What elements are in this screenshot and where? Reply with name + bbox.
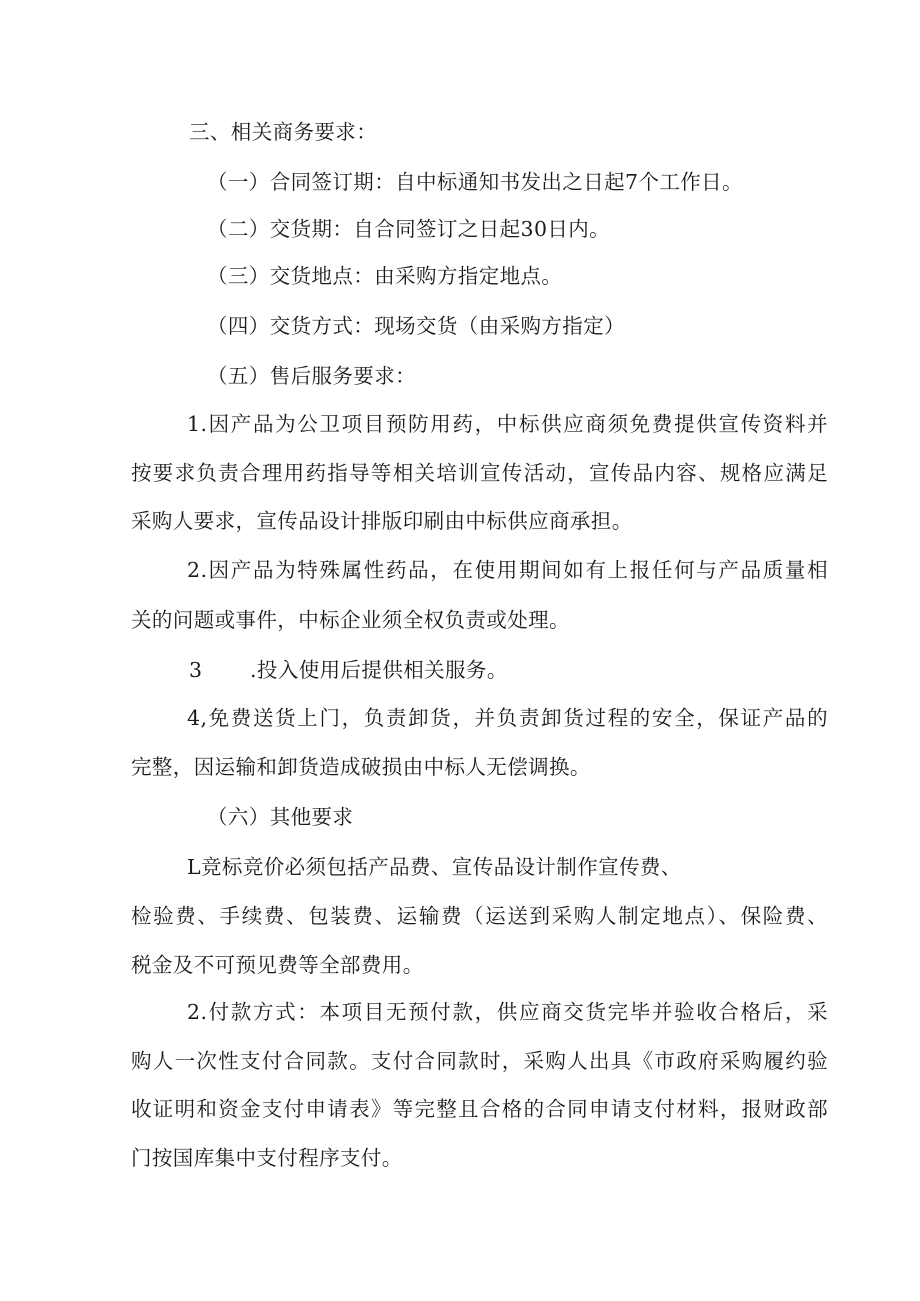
- other-q1-line1: L竞标竞价必须包括产品费、宣传品设计制作宣传费、: [187, 855, 682, 879]
- section-heading: 三、相关商务要求：: [189, 120, 378, 144]
- after-sales-p1-line3: 采购人要求，宣传品设计排版印刷由中标供应商承担。: [131, 509, 633, 533]
- after-sales-p2-line2: 关的问题或事件，中标企业须全权负责或处理。: [131, 608, 570, 632]
- item-after-sales-heading: （五）售后服务要求：: [207, 364, 416, 388]
- item-contract-signing-period: （一）合同签订期：自中标通知书发出之日起7个工作日。: [207, 170, 743, 194]
- after-sales-p3-text: .投入使用后提供相关服务。: [250, 658, 508, 682]
- after-sales-p2-line1: 2.因产品为特殊属性药品，在使用期间如有上报任何与产品质量相: [187, 558, 828, 582]
- after-sales-p3-number: 3: [189, 658, 203, 682]
- other-requirements-heading: （六）其他要求: [207, 805, 354, 829]
- other-q1-line2: 检验费、手续费、包装费、运输费（运送到采购人制定地点）、保险费、: [131, 904, 828, 928]
- item-delivery-period: （二）交货期：自合同签订之日起30日内。: [207, 217, 611, 241]
- after-sales-p4-line1: 4,免费送货上门，负责卸货，并负责卸货过程的安全，保证产品的: [187, 706, 828, 730]
- item-delivery-method: （四）交货方式：现场交货（由采购方指定）: [207, 314, 625, 338]
- other-q2-line3: 收证明和资金支付申请表》等完整且合格的合同申请支付材料，报财政部: [131, 1097, 828, 1121]
- after-sales-p4-line2: 完整，因运输和卸货造成破损由中标人无偿调换。: [131, 755, 591, 779]
- item-delivery-location: （三）交货地点：由采购方指定地点。: [207, 264, 563, 288]
- other-q2-line2: 购人一次性支付合同款。支付合同款时，采购人出具《市政府采购履约验: [131, 1049, 828, 1073]
- after-sales-p1-line2: 按要求负责合理用药指导等相关培训宣传活动，宣传品内容、规格应满足: [131, 461, 828, 485]
- other-q2-line1: 2.付款方式：本项目无预付款，供应商交货完毕并验收合格后，采: [187, 1000, 828, 1024]
- other-q2-line4: 门按国库集中支付程序支付。: [131, 1146, 403, 1170]
- after-sales-p1-line1: 1.因产品为公卫项目预防用药，中标供应商须免费提供宣传资料并: [187, 412, 828, 436]
- other-q1-line3: 税金及不可预见费等全部费用。: [131, 953, 424, 977]
